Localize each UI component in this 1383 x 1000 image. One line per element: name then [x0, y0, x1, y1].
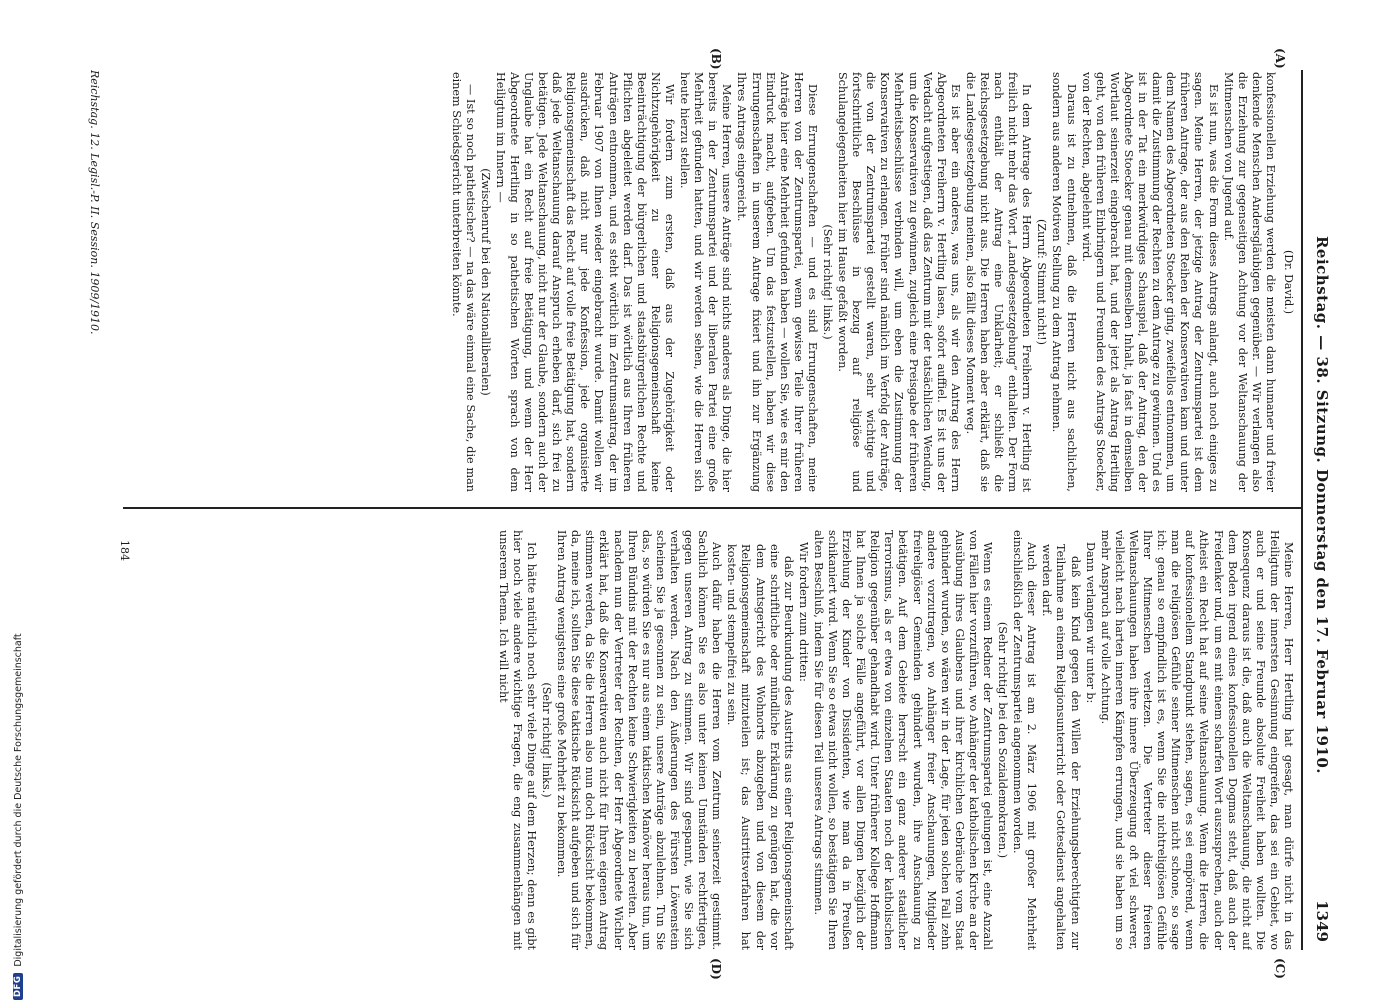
- right-paragraph: Wir fordern zum dritten:: [796, 542, 810, 682]
- interjection: (Zuruf: Stimmt nicht!): [1035, 219, 1049, 345]
- page-header: [1305, 40, 1331, 970]
- margin-mark-b: (B): [709, 48, 723, 70]
- interjection: (Zwischenruf bei den Nationalliberalen): [478, 168, 492, 396]
- interjection: (Sehr richtig! links.): [821, 224, 834, 340]
- right-paragraph: Auch dafür haben die Herren vom Zentrum seinerzeit gestimmt. Sachlich können Sie es also unter keinen Umständen rechtfertigen, gegen unseren Antrag zu stimmen. Wir sind gespannt, wie Sie sich verhalten werden. Nach den Äußerungen des Fürsten Löwenstein scheinen Sie ja gesonnen zu sein, unsere Anträge abzulehnen. Tun Sie das, so würden Sie es nur aus einem taktischen Manöver heraus tun, um Ihren Bündnis mit der Rechten keine Schwierigkeiten zu bereiten. Aber nachdem nun der Vertreter der Rechten, der Herr Abgeordnete Wichler erklärt hat, daß die Konservativen auch nicht für Ihren eigenen Antrag stimmen werden, da Sie die Herren also nun doch Rücksicht bekommen, da, meine ich, sollten Sie diese taktische Rücksicht aufgeben und sich für Ihren Antrag wenigstens eine große Mehrheit zu bekommen.: [555, 530, 724, 950]
- right-paragraph: Wenn es einem Redner der Zentrumspartei gelungen ist, eine Anzahl von Fällen hier vorzuführen, wo Anhänger der katholischen Kirche an der Ausübung ihres Glaubens und ihrer kirchlichen Gebräuche vom Staat gehindert wurden, so wären wir in der Lage, für jeden solchen Fall zehn andere vorzutragen, wo Anhänger freier Anschauungen, Mitglieder freireligiöser Gemeinden gehindert wurden, ihre Anschauung zu betätigen. Auf dem Gebiete herrscht ein ganz anderer staatlicher Terrorismus, als er etwa von einzelnen Staaten noch der katholischen Religion gegenüber gehandhabt wird. Unter früherer Kollege Hoffmann hat Ihnen ja solche Fälle angeführt, vor allen Dingen bezüglich der Erziehung der Kinder von Dissidenten, wie man da in Preußen schikaniert wird. Wenn Sie so etwas nicht wollen, so bestätigen Sie Ihren alten Beschluß, indem Sie für diesen Teil unseres Antrags stimmen.: [811, 530, 995, 950]
- interjection: (Sehr richtig! links.): [540, 682, 554, 798]
- speaker-label: (Dr. David.): [1282, 249, 1295, 315]
- margin-mark-d: (D): [709, 958, 723, 980]
- dfg-logo-icon: DFG: [13, 973, 23, 1000]
- right-paragraph: Auch dieser Antrag ist am 2. März 1906 mit großer Mehrheit einschließlich der Zentrumspartei angenommen worden.: [1011, 530, 1039, 950]
- header-title: Reichstag. — 38. Sitzung. Donnerstag den 17. Februar 1910.: [1313, 235, 1331, 775]
- margin-mark-c: (C): [1273, 958, 1287, 979]
- left-column: [145, 72, 1295, 492]
- page-number: 1349: [1313, 900, 1331, 942]
- footer-session-info: Reichstag. 12. Legisl.-P. II. Session. 1909/1910.: [88, 70, 101, 335]
- right-paragraph: Ich hätte natürlich noch sehr viele Dinge auf dem Herzen; denn es gibt hier noch viele andere wichtige Fragen, die eng zusammenhängen mit unserem Thema. Ich will nicht: [496, 530, 539, 950]
- footer-sheet-number: 184: [118, 540, 131, 561]
- left-paragraph: konfessionellen Erziehung werden die meisten dann humaner und freier denkende Menschen Andersgläubigen gegenüber. — Wir verlangen also die Erziehung zur gegenseitigen Achtung vor der Weltanschauung der Mitmenschen von Jugend auf.: [1221, 72, 1277, 492]
- digitization-text: Digitalisierung gefördert durch die Deutsche Forschungsgemeinschaft: [12, 633, 24, 967]
- interjection: (Sehr richtig! bei den Sozialdemokraten.): [996, 621, 1010, 859]
- header-rule: [1302, 70, 1304, 950]
- left-paragraph: Es ist nun, was die Form dieses Antrags anlangt, auch noch einiges zu sagen. Meine Herren, der jetzige Antrag der Zentrumspartei ist dem früheren Antrage, der aus den Reihen der Konservativen kam und unter dem Namen des Abgeordneten Stoecker ging, zweifellos entnommen, um damit die Zustimmung der Rechten zu dem Antrage zu gewinnen. Und es ist in der Tat ein merkwürdiges Schauspiel, daß der Antrag, den der Abgeordnete Stoecker genau mit demselben Inhalt, ja fast in demselben Wortlaut seinerzeit eingebracht hat, und der jetzt als Antrag Hertling geht, von den früheren Einbringern und Freunden des Antrags Stoecker, von der Rechten, abgelehnt wird.: [1079, 72, 1220, 492]
- left-paragraph: Es ist aber ein anderes, was uns, als wir den Antrag des Herrn Abgeordneten Freiherrn v. Hertling lasen, sofort auffiel. Es ist uns der Verdacht aufgestiegen, daß das Zentrum mit der tatsächlichen Wendung, um die Konservativen zu gewinnen, zugleich eine Preisgabe der früheren Mehrheitsbeschlüsse verbinden will, um eben die Zustimmung der Konservativen zu erlangen. Früher sind nämlich im Verfolg der Anträge, die von der Zentrumspartei gestellt waren, sehr wichtige und fortschrittliche Beschlüsse in bezug auf religiöse und Schulangelegenheiten hier im Hause gefaßt worden.: [836, 72, 962, 492]
- margin-mark-a: (A): [1273, 48, 1287, 69]
- left-paragraph: — Ist so noch pathetischer? — na das wäre einmal eine Sache, die man einem Schiedsgericht unterbreiten könnte.: [449, 72, 477, 492]
- left-paragraph: Diese Errungenschaften — und es sind Errungenschaften, meine Herren von der Zentrumspartei, wenn gewisse Teile Ihrer früheren Anträge hier eine Mehrheit gefunden haben — wollen Sie, wie es mir den Eindruck macht, aufgeben. Um das festzustellen, haben wir diese Errungenschaften in unserem Antrage fixiert und ihn zur Ergänzung Ihres Antrags eingereicht.: [735, 72, 819, 492]
- digitization-notice: [8, 0, 28, 1000]
- right-paragraph: Dann verlangen wir unter b:: [1083, 542, 1097, 704]
- left-paragraph: Meine Herren, unsere Anträge sind nichts anderes als Dinge, die hier bereits in der Zentrumspartei und der liberalen Partei eine große Mehrheit gefunden hatten, und wir werden sehen, wie die Herren sich heute hierzu stellen.: [678, 72, 734, 492]
- column-divider: [123, 507, 1303, 509]
- left-paragraph: In dem Antrage des Herrn Abgeordneten Freiherrn v. Hertling ist freilich nicht mehr das Wort „Landesgesetzgebung“ enthalten. Der Form nach enthält der Antrag eine Unklarheit; er schließt die Reichsgesetzgebung nicht aus. Die Herren haben aber erklärt, daß sie die Landesgesetzgebung meinen, also fällt dieses Moment weg.: [963, 72, 1034, 492]
- quoted-motion: daß kein Kind gegen den Willen der Erziehungsberechtigten zur Teilnahme an einem Religionsunterricht oder Gottesdienst angehalten werden darf.: [1040, 544, 1082, 950]
- right-column: [195, 530, 1295, 950]
- right-paragraph: Meine Herren, Herr Hertling hat gesagt, man dürfe nicht in das Heiligtum der innersten Gesinnung eingreifen, das sei ein Gebiet, wo auch er und seine Freunde absolute Freiheit haben wollten. Die Konsequenz daraus ist die, daß auch die Weltanschauung, die nicht auf dem Boden irgend eines konfessionellen Dogmas steht, daß auch der Freidenker und, um es mit einem scharfen Wort auszusprechen, auch der Atheist ein Recht hat auf seine Weltanschauung. Wenn die Herren, die auf konfessionellem Standpunkt stehen, sagen, es sei empörend, wenn man die religiösen Gefühle seiner Mitmenschen nicht schone, so sage ich: genau so empfindlich ist es, wenn Sie die nichtreligiösen Gefühle Ihrer Mitmenschen verletzen. Die Vertreter dieser freieren Weltanschauungen haben ihre innere Überzeugung oft viel schwerer, vielleicht nach harten inneren Kämpfen errungen, und sie haben um so mehr Anspruch auf volle Achtung.: [1098, 530, 1295, 950]
- left-paragraph: Daraus ist zu entnehmen, daß die Herren nicht aus sachlichen, sondern aus anderen Motiven Stellung zu dem Antrag nehmen.: [1050, 72, 1078, 492]
- quoted-motion: daß zur Beurkundung des Austritts aus einer Religionsgemeinschaft eine schriftliche oder mündliche Erklärung zu genügen hat, die vor dem Amtsgericht des Wohnorts abzugeben und von diesem der Religionsgemeinschaft mitzuteilen ist; das Austrittsverfahren hat kosten- und stempelfrei zu sein.: [725, 544, 795, 950]
- left-paragraph: Wir fordern zum ersten, daß aus der Zugehörigkeit oder Nichtzugehörigkeit zu einer Religionsgemeinschaft keine Beeinträchtigung der bürgerlichen und staatsbürgerlichen Rechte und Pflichten abgeleitet werden darf. Das ist wörtlich aus Ihren früheren Anträgen entnommen, und es steht wörtlich im Zentrumsantrag, der im Februar 1907 von Ihnen wieder eingebracht wurde. Damit wollen wir ausdrücken, daß nicht nur jede Konfession, jede organisierte Religionsgemeinschaft das Recht auf volle freie Betätigung hat, sondern daß jede Weltanschauung darauf Anspruch erheben darf, sich frei zu betätigen. Jede Weltanschauung, nicht nur der Glaube, sondern auch der Unglaube hat ein Recht auf freie Betätigung, und wenn der Herr Abgeordnete Hertling in so pathetischen Worten sprach von dem Heiligtum im Innern —: [493, 72, 676, 492]
